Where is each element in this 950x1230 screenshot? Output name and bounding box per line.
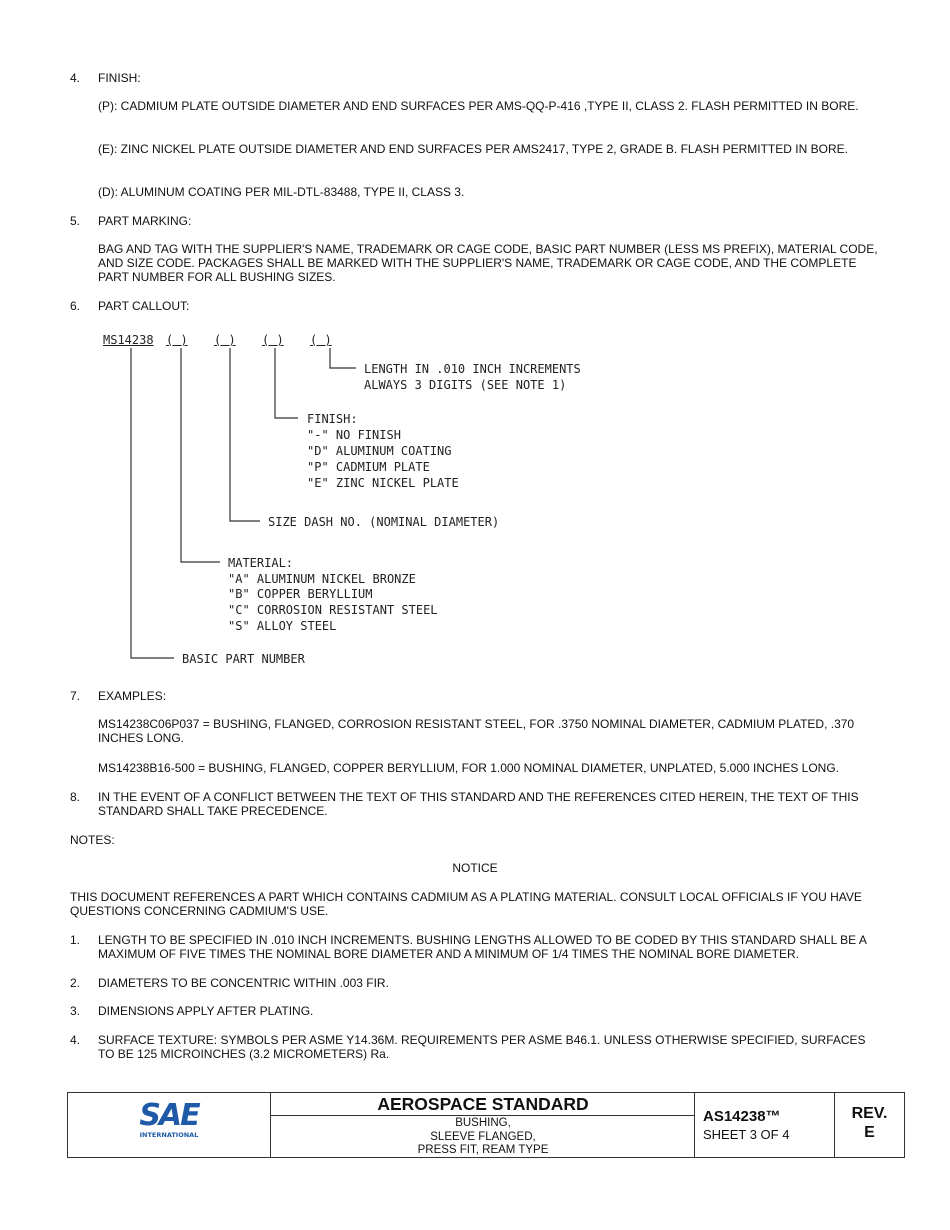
example-paragraph: MS14238C06P037 = BUSHING, FLANGED, CORROSION RESISTANT STEEL, FOR .3750 NOMINAL DIAMETER, CADMIUM PLATED, .370 INCHES LONG. (98, 717, 855, 745)
section-number: 5. (70, 214, 81, 228)
finish-desc-line: "D" ALUMINUM COATING (307, 444, 452, 458)
length-code-slot: ( ) (310, 333, 332, 347)
document-number-cell (694, 1093, 835, 1157)
finish-e-paragraph: (E): ZINC NICKEL PLATE OUTSIDE DIAMETER AND END SURFACES PER AMS2417, TYPE 2, GRADE B. FLASH PERMITTED IN BORE. (98, 142, 848, 156)
section-heading: PART MARKING: (98, 214, 192, 228)
material-desc-line: MATERIAL: (228, 556, 294, 570)
length-desc-line: ALWAYS 3 DIGITS (SEE NOTE 1) (364, 378, 567, 392)
revision-value: E (864, 1124, 875, 1141)
note-text: LENGTH TO BE SPECIFIED IN .010 INCH INCREMENTS. BUSHING LENGTHS ALLOWED TO BE CODED BY THIS STANDARD SHALL BE A MAXIMUM OF FIVE TIMES THE NOMINAL BORE DIAMETER AND A MINIMUM OF 1/4 TIMES THE NOMINAL BORE DIAMETER. (98, 933, 867, 961)
part-number-base: MS14238 (103, 333, 154, 347)
material-desc-line: "B" COPPER BERYLLIUM (228, 587, 373, 601)
sae-logo (138, 1098, 200, 1141)
title-cell (270, 1093, 695, 1157)
finish-leader (275, 348, 298, 418)
notice-paragraph: THIS DOCUMENT REFERENCES A PART WHICH CONTAINS CADMIUM AS A PLATING MATERIAL. CONSULT LOCAL OFFICIALS IF YOU HAVE QUESTIONS CONCERNING CADMIUM'S USE. (70, 890, 862, 918)
finish-p-paragraph: (P): CADMIUM PLATE OUTSIDE DIAMETER AND END SURFACES PER AMS-QQ-P-416 ,TYPE II, CLASS 2. FLASH PERMITTED IN BORE. (98, 99, 859, 113)
description-line: BUSHING, (455, 1117, 511, 1129)
revision-cell (834, 1093, 904, 1157)
size-leader (230, 348, 260, 521)
sheet-number: SHEET 3 OF 4 (703, 1127, 790, 1142)
material-desc-line: "A" ALUMINUM NICKEL BRONZE (228, 572, 416, 586)
length-leader (330, 348, 356, 368)
notes-heading: NOTES: (70, 833, 115, 847)
material-leader (181, 348, 220, 562)
marking-paragraph: BAG AND TAG WITH THE SUPPLIER'S NAME, TRADEMARK OR CAGE CODE, BASIC PART NUMBER (LESS MS PREFIX), MATERIAL CODE, AND SIZE CODE. PACKAGES SHALL BE MARKED WITH THE SUPPLIER'S NAME, TRADEMARK OR CAGE CODE, AND THE COMPLETE PART NUMBER FOR ALL BUSHING SIZES. (98, 242, 878, 284)
logo-cell (68, 1093, 270, 1157)
note-text: DIAMETERS TO BE CONCENTRIC WITHIN .003 FIR. (98, 976, 389, 990)
section-heading: PART CALLOUT: (98, 299, 190, 313)
size-desc-line: SIZE DASH NO. (NOMINAL DIAMETER) (268, 515, 500, 529)
finish-desc-line: "P" CADMIUM PLATE (307, 460, 430, 474)
title-block (67, 1092, 905, 1158)
basic-part-desc-line: BASIC PART NUMBER (182, 652, 305, 666)
finish-d-paragraph: (D): ALUMINUM COATING PER MIL-DTL-83488, TYPE II, CLASS 3. (98, 185, 465, 199)
material-code-slot: ( ) (166, 333, 188, 347)
note-number: 3. (70, 1004, 81, 1018)
material-desc-line: "S" ALLOY STEEL (228, 619, 337, 633)
section-heading: EXAMPLES: (98, 689, 167, 703)
note-number: 4. (70, 1033, 81, 1047)
section-number: 7. (70, 689, 81, 703)
example-paragraph: MS14238B16-500 = BUSHING, FLANGED, COPPER BERYLLIUM, FOR 1.000 NOMINAL DIAMETER, UNPLATED, 5.000 INCHES LONG. (98, 761, 840, 775)
notice-title: NOTICE (452, 861, 498, 875)
section-number: 8. (70, 790, 81, 804)
finish-desc-line: "-" NO FINISH (307, 428, 401, 442)
finish-code-slot: ( ) (262, 333, 284, 347)
document-number: AS14238™ (703, 1108, 781, 1125)
standard-title: AEROSPACE STANDARD (271, 1093, 695, 1116)
note-number: 1. (70, 933, 81, 947)
revision-label: REV. (851, 1105, 888, 1122)
part-description (271, 1116, 695, 1158)
note-number: 2. (70, 976, 81, 990)
note-text: SURFACE TEXTURE: SYMBOLS PER ASME Y14.36M. REQUIREMENTS PER ASME B46.1. UNLESS OTHERWISE SPECIFIED, SURFACES TO BE 125 MICROINCHES (3.2 MICROMETERS) Ra. (98, 1033, 866, 1061)
finish-desc-line: "E" ZINC NICKEL PLATE (307, 476, 459, 490)
basic-part-leader (131, 348, 174, 658)
sae-logo-subtext: INTERNATIONAL (139, 1131, 199, 1139)
size-code-slot: ( ) (214, 333, 236, 347)
section-number: 6. (70, 299, 81, 313)
note-text: DIMENSIONS APPLY AFTER PLATING. (98, 1004, 314, 1018)
description-line: SLEEVE FLANGED, (430, 1130, 536, 1143)
finish-desc-line: FINISH: (307, 412, 358, 426)
section-number: 4. (70, 71, 81, 85)
material-desc-line: "C" CORROSION RESISTANT STEEL (228, 603, 438, 617)
length-desc-line: LENGTH IN .010 INCH INCREMENTS (364, 362, 581, 376)
section-heading: FINISH: (98, 71, 141, 85)
sae-logo-letters: SAE (139, 1098, 199, 1133)
conflict-paragraph: IN THE EVENT OF A CONFLICT BETWEEN THE TEXT OF THIS STANDARD AND THE REFERENCES CITED HEREIN, THE TEXT OF THIS STANDARD SHALL TAKE PRECEDENCE. (98, 790, 859, 818)
description-line: PRESS FIT, REAM TYPE (417, 1144, 549, 1156)
